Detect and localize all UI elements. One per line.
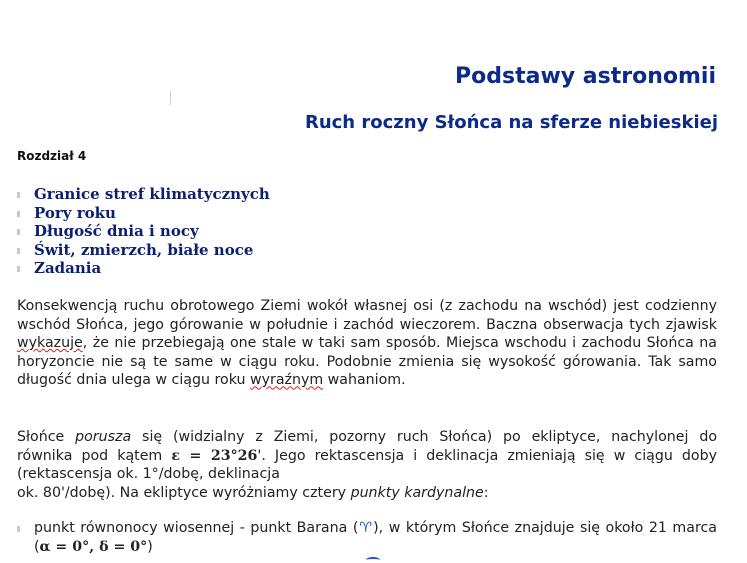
cardinal-points-list [17,519,717,556]
list-item-vernal-equinox [17,519,717,556]
text-run: Słońce [17,429,76,445]
toc-item-label[interactable]: Pory roku [34,203,116,222]
text-run: , że nie przebiegają one stale w taki sam sposób. Miejsca wschodu i zachodu Słońca na horyzoncie nie są te same w ciągu roku. Podobnie zmienia się wysokość górowania. Tak samo długość dnia ulega w ciągu roku [17,335,717,389]
text-run: '. Jego rektascensja i deklinacja zmieniają się w ciągu doby [257,447,717,464]
text-run: równika pod kątem [17,447,172,464]
text-run: ok. 80'/dobę). Na ekliptyce wyróżniamy cztery [17,484,351,501]
bullet-icon [17,266,20,272]
toc-item-dawn-dusk[interactable] [17,241,270,260]
text-run: : [483,484,489,501]
partial-symbol-icon [366,557,380,563]
bullet-icon [17,211,20,217]
toc-item-climate-zones[interactable] [17,185,270,204]
emphasis-text: porusza [75,429,132,445]
text-run: wahaniom. [323,372,406,389]
toc-item-label[interactable]: Zadania [34,259,102,278]
toc-item-label[interactable]: Długość dnia i nocy [34,222,199,241]
page-subtitle: Ruch roczny Słońca na sferze niebieskiej [304,112,718,133]
bullet-icon [17,192,20,198]
toc-item-label[interactable]: Świt, zmierzch, białe noce [34,240,254,259]
bullet-icon [17,248,20,254]
text-line [17,447,717,466]
spellcheck-word: wyraźnym [249,372,324,389]
text-run: ) [147,538,153,555]
toc-item-exercises[interactable] [17,259,270,278]
aries-icon: ♈ [358,520,374,536]
bullet-icon [17,526,20,532]
text-line [17,484,717,503]
text-run: punkt równonocy wiosennej - punkt Barana ( [34,520,359,536]
toc-item-label[interactable]: Granice stref klimatycznych [34,185,270,203]
document-page [17,0,717,561]
text-run: Konsekwencją ruchu obrotowego Ziemi wokół własnej osi (z zachodu na wschód) jest codzienny wschód Słońca, jego górowanie w południe i zachód wieczorem. Baczna obserwacja tych zjawisk [17,298,717,333]
math-coordinates: α = 0°, δ = 0° [39,538,148,555]
page-title: Podstawy astronomii [455,64,716,89]
spellcheck-word: wykazuje [17,335,83,352]
text-run: się (widzialny z Ziemi, pozorny ruch Słońca) po ekliptyce, nachylonej do [131,429,718,445]
chapter-label: Rozdział 4 [17,149,87,163]
text-run: ), w którym Słońce znajduje się około 21 marca ( [34,520,717,555]
table-of-contents [17,185,270,278]
paragraph-intro [17,297,717,390]
text-cursor [170,91,171,105]
text-line [17,428,717,447]
toc-item-seasons[interactable] [17,204,270,223]
toc-item-day-night-length[interactable] [17,222,270,241]
bullet-icon [17,229,20,235]
emphasis-text: punkty kardynalne [350,484,484,501]
math-epsilon: ε = 23°26 [171,447,258,464]
text-line: (rektascensja ok. 1°/dobę, deklinacja [17,466,280,483]
paragraph-ecliptic [17,428,717,502]
